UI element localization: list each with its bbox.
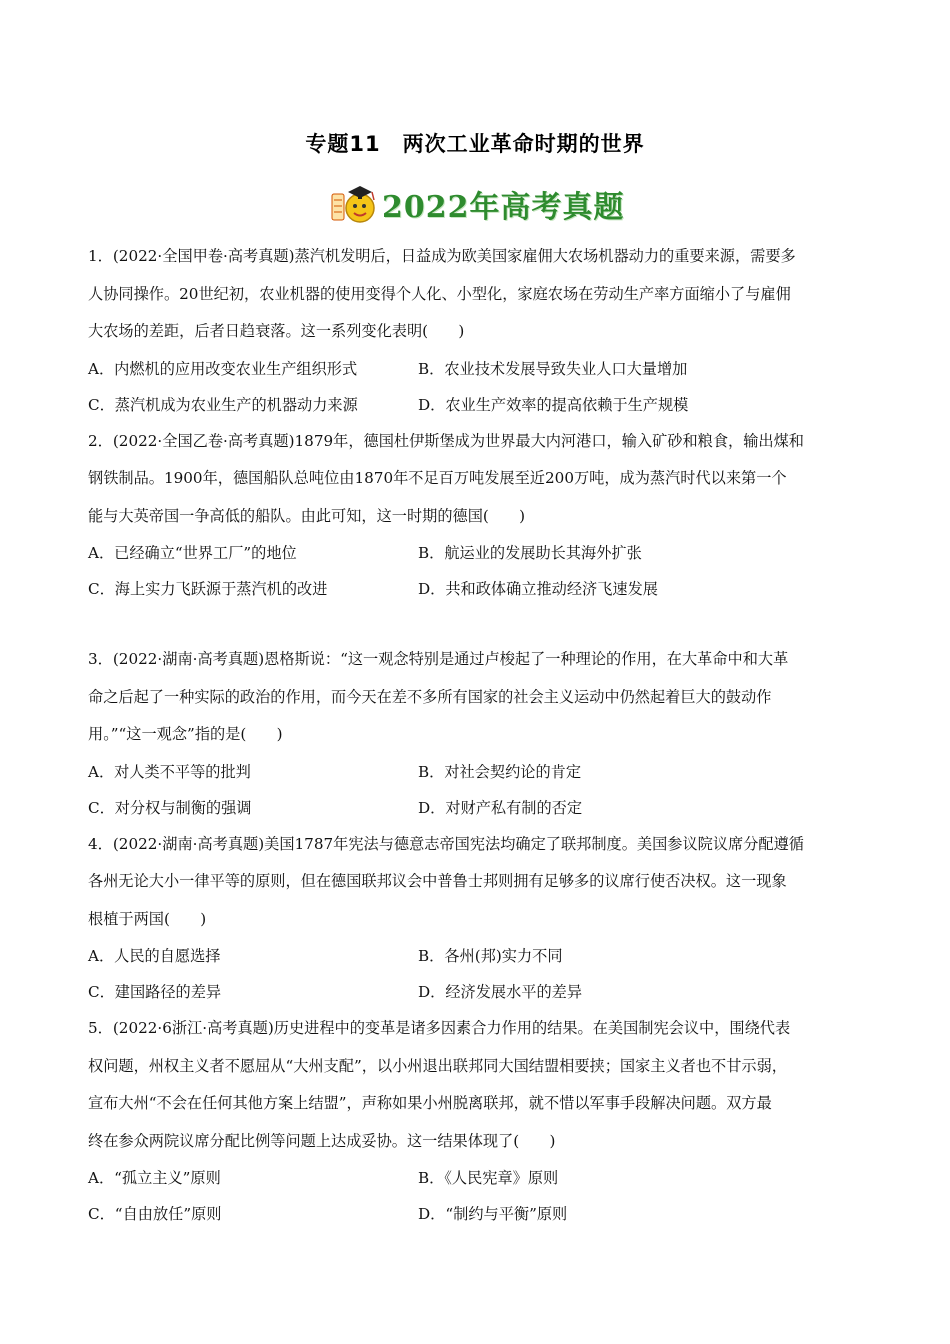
question-stem-line: 钢铁制品。1900年，德国船队总吨位由1870年不足百万吨发展至近200万吨，成为蒸汽时代以来第一个 (88, 469, 787, 487)
options-row (88, 535, 863, 571)
option-d[interactable]: D．农业生产效率的提高依赖于生产规模 (418, 395, 689, 414)
question-2 (88, 423, 863, 608)
question-stem-line: 用。”“这一观念”指的是( ) (88, 725, 283, 743)
option-c[interactable]: C．对分权与制衡的强调 (88, 798, 252, 817)
options-row (88, 571, 863, 607)
option-c[interactable]: C．蒸汽机成为农业生产的机器动力来源 (88, 395, 358, 414)
question-stem-line: 1．(2022·全国甲卷·高考真题)蒸汽机发明后，日益成为欧美国家雇佣大农场机器动力的重要来源，需要多 (88, 247, 796, 265)
options-row (88, 938, 863, 974)
options-row (88, 1196, 863, 1232)
option-b[interactable]: B．对社会契约论的肯定 (418, 762, 582, 781)
option-c[interactable]: C．建国路径的差异 (88, 983, 222, 1001)
question-stem-line: 根植于两国( ) (88, 909, 207, 928)
option-a[interactable]: A．对人类不平等的批判 (88, 762, 251, 781)
question-stem-line: 各州无论大小一律平等的原则，但在德国联邦议会中普鲁士邦则拥有足够多的议席行使否决权。这一现象 (88, 872, 787, 890)
option-a[interactable]: A．已经确立“世界工厂”的地位 (88, 544, 297, 562)
option-b[interactable]: B．航运业的发展助长其海外扩张 (418, 544, 642, 562)
question-list (88, 238, 863, 1232)
question-stem-line: 人协同操作。20世纪初，农业机器的使用变得个人化、小型化，家庭农场在劳动生产率方面缩小了与雇佣 (88, 284, 791, 303)
question-stem-line: 终在参众两院议席分配比例等问题上达成妥协。这一结果体现了( ) (88, 1131, 556, 1150)
page-title: 专题11 两次工业革命时期的世界 (305, 132, 645, 156)
options-row (88, 790, 863, 826)
question-stem-line: 宣布大州“不会在任何其他方案上结盟”，声称如果小州脱离联邦，就不惜以军事手段解决问题。双方最 (88, 1094, 772, 1112)
option-d[interactable]: D．经济发展水平的差异 (418, 983, 583, 1001)
question-1 (88, 238, 863, 423)
question-3 (88, 641, 863, 826)
option-b[interactable]: B．各州(邦)实力不同 (418, 947, 563, 965)
question-stem-line: 命之后起了一种实际的政治的作用，而今天在差不多所有国家的社会主义运动中仍然起着巨大的鼓动作 (88, 687, 772, 706)
option-d[interactable]: D．对财产私有制的否定 (418, 798, 583, 817)
option-a[interactable]: A．人民的自愿选择 (88, 947, 221, 965)
question-stem-line: 权问题，州权主义者不愿屈从“大州支配”，以小州退出联邦同大国结盟相要挟；国家主义者也不甘示弱， (88, 1056, 787, 1075)
option-b[interactable]: B．《人民宪章》原则 (418, 1169, 559, 1187)
option-c[interactable]: C．“自由放任”原则 (88, 1205, 222, 1223)
option-b[interactable]: B．农业技术发展导致失业人口大量增加 (418, 359, 688, 378)
options-row (88, 351, 863, 387)
question-stem-line: 能与大英帝国一争高低的船队。由此可知，这一时期的德国( ) (88, 506, 526, 525)
options-row (88, 1160, 863, 1196)
options-row (88, 387, 863, 423)
question-stem-line: 4．(2022·湖南·高考真题)美国1787年宪法与德意志帝国宪法均确定了联邦制度。美国参议院议席分配遵循 (88, 834, 804, 853)
question-4 (88, 826, 863, 1011)
question-stem-line: 3．(2022·湖南·高考真题)恩格斯说：“这一观念特别是通过卢梭起了一种理论的作用，在大革命中和大革 (88, 650, 789, 668)
question-stem-line: 2．(2022·全国乙卷·高考真题)1879年，德国杜伊斯堡成为世界最大内河港口，输入矿砂和粮食，输出煤和 (88, 431, 804, 450)
question-stem-line: 大农场的差距，后者日趋衰落。这一系列变化表明( ) (88, 322, 465, 340)
question-5 (88, 1010, 863, 1232)
option-d[interactable]: D．共和政体确立推动经济飞速发展 (418, 580, 658, 598)
question-stem-line: 5．(2022·6浙江·高考真题)历史进程中的变革是诸多因素合力作用的结果。在美国制宪会议中，围绕代表 (88, 1019, 791, 1037)
option-c[interactable]: C．海上实力飞跃源于蒸汽机的改进 (88, 580, 328, 598)
option-a[interactable]: A．“孤立主义”原则 (88, 1169, 221, 1187)
option-a[interactable]: A．内燃机的应用改变农业生产组织形式 (88, 359, 358, 378)
options-row (88, 974, 863, 1010)
option-d[interactable]: D．“制约与平衡”原则 (418, 1205, 568, 1223)
mascot-logo-icon (330, 182, 378, 226)
options-row (88, 754, 863, 790)
exam-banner (330, 182, 625, 226)
banner-title: 2022年高考真题 (382, 190, 625, 225)
